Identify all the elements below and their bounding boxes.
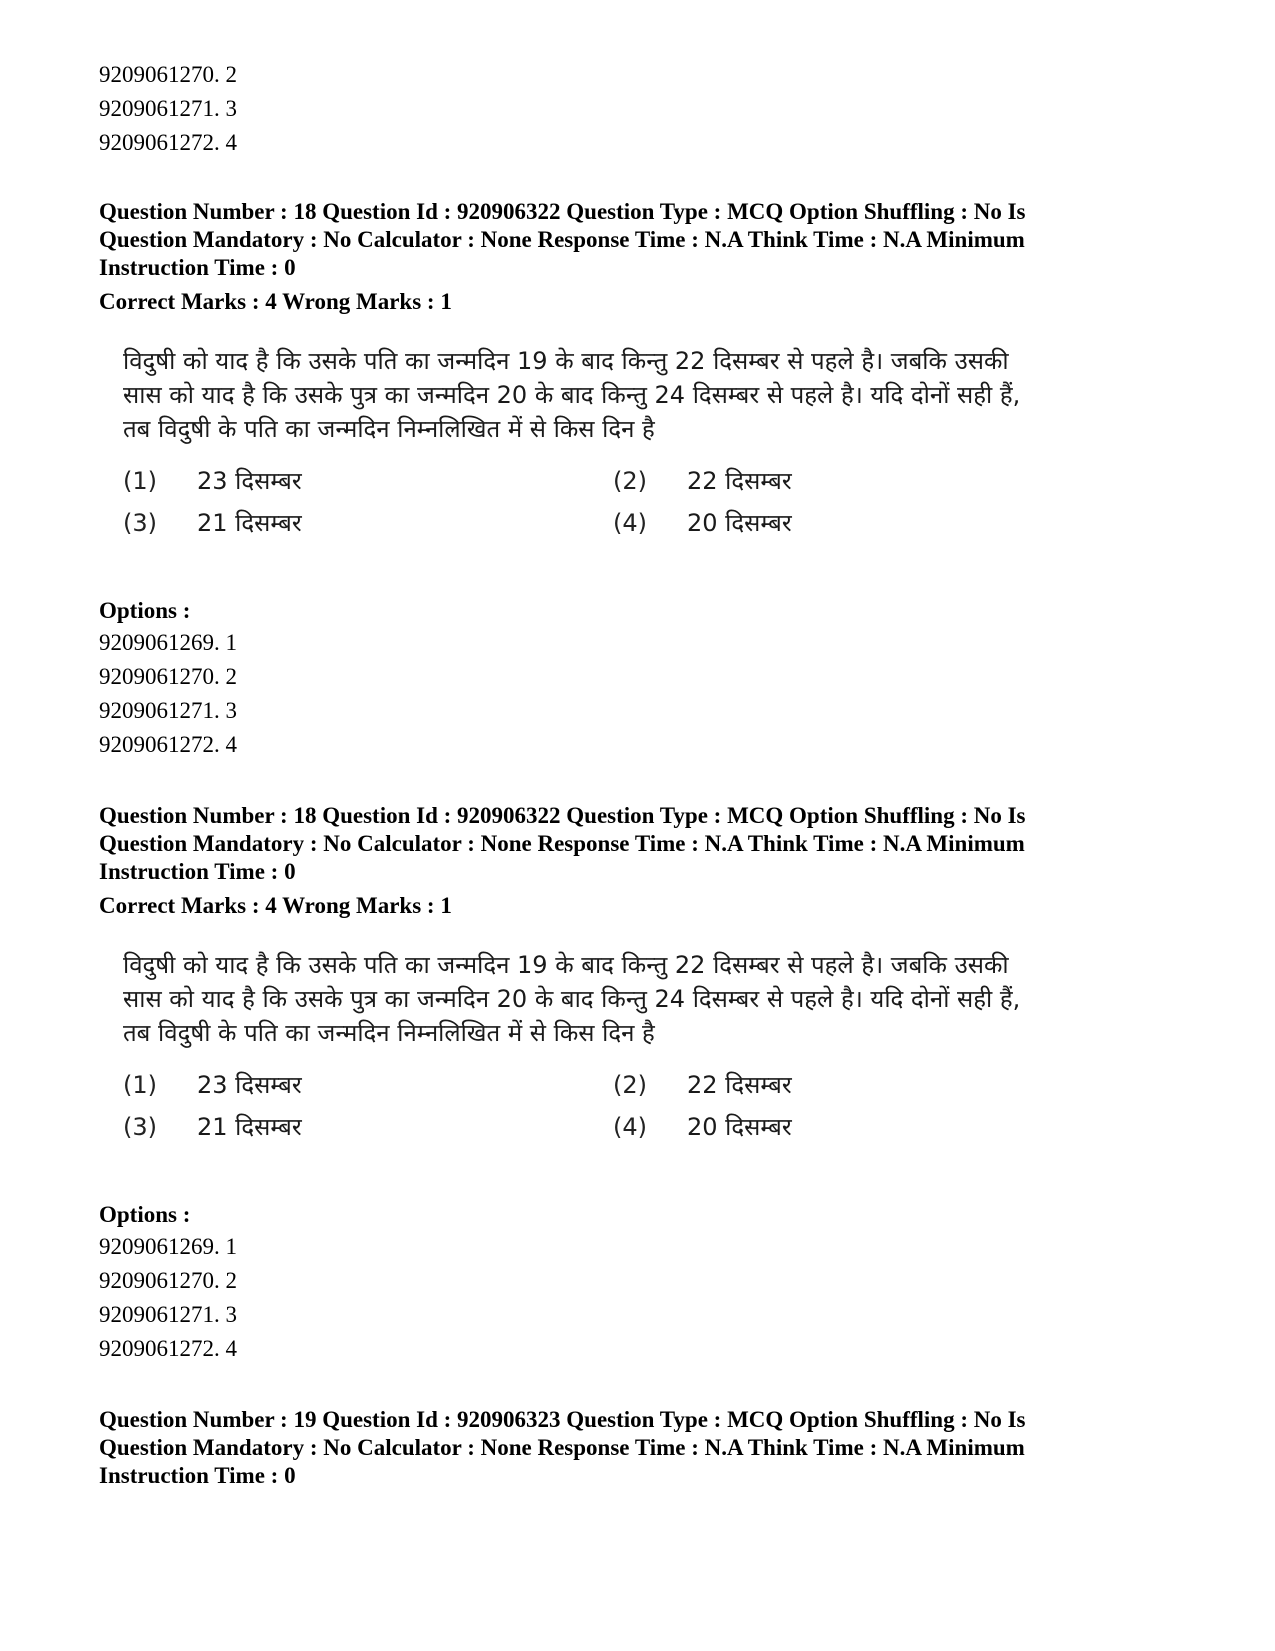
options-list bbox=[99, 1230, 1189, 1366]
meta-line: Instruction Time : 0 bbox=[99, 859, 296, 884]
meta-line: Question Mandatory : No Calculator : None Response Time : N.A Think Time : N.A Minimum bbox=[99, 831, 1025, 856]
meta-line: Instruction Time : 0 bbox=[99, 1463, 296, 1488]
options-label: Options : bbox=[99, 598, 191, 623]
answer-choice bbox=[613, 506, 1013, 540]
choice-text: 23 दिसम्बर bbox=[197, 1071, 302, 1099]
question-block bbox=[99, 802, 1189, 1366]
choice-number: (3) bbox=[123, 1113, 157, 1141]
option-line: 9209061270. 2 bbox=[99, 664, 237, 689]
answer-choice bbox=[613, 464, 1013, 498]
choice-number: (2) bbox=[613, 467, 647, 495]
question-line: सास को याद है कि उसके पुत्र का जन्मदिन 20 के बाद किन्तु 24 दिसम्बर से पहले है। यदि दोनों सही हैं, bbox=[123, 381, 1021, 409]
question-line: विदुषी को याद है कि उसके पति का जन्मदिन 19 के बाद किन्तु 22 दिसम्बर से पहले है। जबकि उसकी bbox=[123, 951, 1009, 979]
meta-line: Question Mandatory : No Calculator : None Response Time : N.A Think Time : N.A Minimum bbox=[99, 1435, 1025, 1460]
option-line: 9209061272. 4 bbox=[99, 732, 237, 757]
question-line: विदुषी को याद है कि उसके पति का जन्मदिन 19 के बाद किन्तु 22 दिसम्बर से पहले है। जबकि उसकी bbox=[123, 347, 1009, 375]
marks-line: Correct Marks : 4 Wrong Marks : 1 bbox=[99, 893, 452, 918]
marks-line: Correct Marks : 4 Wrong Marks : 1 bbox=[99, 289, 452, 314]
answer-choice bbox=[123, 464, 613, 498]
options-label: Options : bbox=[99, 1202, 191, 1227]
choice-text: 20 दिसम्बर bbox=[687, 509, 792, 537]
answer-choice bbox=[123, 506, 613, 540]
option-line: 9209061272. 4 bbox=[99, 130, 237, 155]
option-line: 9209061271. 3 bbox=[99, 1302, 237, 1327]
choice-text: 23 दिसम्बर bbox=[197, 467, 302, 495]
meta-line: Question Number : 18 Question Id : 920906322 Question Type : MCQ Option Shuffling : No Is bbox=[99, 199, 1026, 224]
option-line: 9209061272. 4 bbox=[99, 1336, 237, 1361]
choice-number: (3) bbox=[123, 509, 157, 537]
choice-number: (1) bbox=[123, 467, 157, 495]
question-meta bbox=[99, 1406, 1189, 1490]
choice-text: 21 दिसम्बर bbox=[197, 1113, 302, 1141]
question-line: तब विदुषी के पति का जन्मदिन निम्नलिखित में से किस दिन है bbox=[123, 1019, 655, 1047]
question-line: सास को याद है कि उसके पुत्र का जन्मदिन 20 के बाद किन्तु 24 दिसम्बर से पहले है। यदि दोनों सही हैं, bbox=[123, 985, 1021, 1013]
meta-line: Question Mandatory : No Calculator : None Response Time : N.A Think Time : N.A Minimum bbox=[99, 227, 1025, 252]
option-line: 9209061269. 1 bbox=[99, 1234, 237, 1259]
choice-number: (4) bbox=[613, 509, 647, 537]
option-line: 9209061271. 3 bbox=[99, 96, 237, 121]
answer-choice bbox=[613, 1068, 1013, 1102]
question-content bbox=[123, 344, 1153, 540]
choice-text: 22 दिसम्बर bbox=[687, 1071, 792, 1099]
choice-number: (2) bbox=[613, 1071, 647, 1099]
top-options-list bbox=[99, 58, 1189, 160]
meta-line: Question Number : 19 Question Id : 920906323 Question Type : MCQ Option Shuffling : No Is bbox=[99, 1407, 1026, 1432]
option-line: 9209061270. 2 bbox=[99, 1268, 237, 1293]
question-text bbox=[123, 948, 1153, 1050]
answer-choices bbox=[123, 464, 1153, 540]
meta-line: Instruction Time : 0 bbox=[99, 255, 296, 280]
option-line: 9209061271. 3 bbox=[99, 698, 237, 723]
question-block bbox=[99, 198, 1189, 762]
question-meta bbox=[99, 198, 1189, 282]
option-line: 9209061270. 2 bbox=[99, 62, 237, 87]
answer-choices bbox=[123, 1068, 1153, 1144]
options-list bbox=[99, 626, 1189, 762]
choice-number: (1) bbox=[123, 1071, 157, 1099]
choice-text: 22 दिसम्बर bbox=[687, 467, 792, 495]
question-content bbox=[123, 948, 1153, 1144]
question-meta bbox=[99, 802, 1189, 886]
meta-line: Question Number : 18 Question Id : 920906322 Question Type : MCQ Option Shuffling : No Is bbox=[99, 803, 1026, 828]
answer-choice bbox=[123, 1068, 613, 1102]
document-page bbox=[99, 58, 1189, 1490]
option-line: 9209061269. 1 bbox=[99, 630, 237, 655]
answer-choice bbox=[123, 1110, 613, 1144]
answer-choice bbox=[613, 1110, 1013, 1144]
choice-text: 20 दिसम्बर bbox=[687, 1113, 792, 1141]
question-line: तब विदुषी के पति का जन्मदिन निम्नलिखित में से किस दिन है bbox=[123, 415, 655, 443]
choice-number: (4) bbox=[613, 1113, 647, 1141]
choice-text: 21 दिसम्बर bbox=[197, 509, 302, 537]
question-text bbox=[123, 344, 1153, 446]
